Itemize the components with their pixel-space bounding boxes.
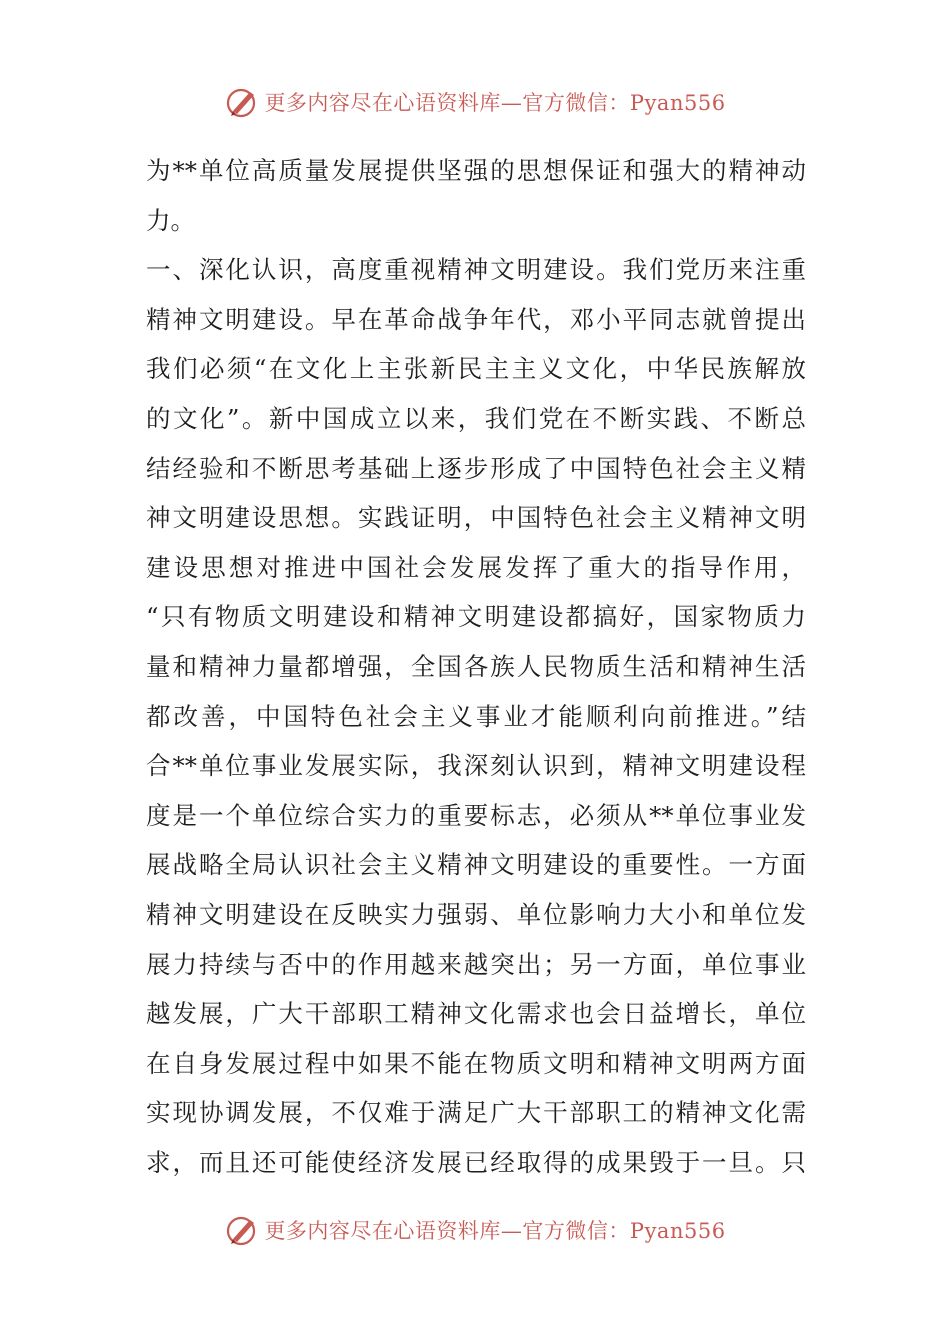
pen-circle-logo-icon [224,1212,260,1248]
text-line: “只有物质文明建设和精神文明建设都搞好，国家物质力 [146,602,806,632]
text-line: 展战略全局认识社会主义精神文明建设的重要性。一方面 [146,850,806,880]
text-line: 求，而且还可能使经济发展已经取得的成果毁于一旦。只 [146,1147,806,1177]
footer-banner-text: 更多内容尽在心语资料库—官方微信：Pyan556 [264,1219,726,1243]
text-line: 度是一个单位综合实力的重要标志，必须从**单位事业发 [146,800,806,830]
text-line: 力。 [146,205,195,235]
text-line: 合**单位事业发展实际，我深刻认识到，精神文明建设程 [146,751,806,781]
text-line: 展力持续与否中的作用越来越突出；另一方面，单位事业 [146,949,806,979]
text-line: 神文明建设思想。实践证明，中国特色社会主义精神文明 [146,503,806,533]
text-line: 的文化”。新中国成立以来，我们党在不断实践、不断总 [146,403,806,433]
pen-circle-logo-icon [224,84,260,120]
text-line: 一、深化认识，高度重视精神文明建设。我们党历来注重 [146,255,806,285]
text-line: 为**单位高质量发展提供坚强的思想保证和强大的精神动 [146,156,806,185]
text-line: 实现协调发展，不仅难于满足广大干部职工的精神文化需 [146,1098,806,1128]
text-line: 精神文明建设。早在革命战争年代，邓小平同志就曾提出 [146,304,806,334]
text-line: 量和精神力量都增强，全国各族人民物质生活和精神生活 [146,651,806,681]
text-line: 在自身发展过程中如果不能在物质文明和精神文明两方面 [146,1048,806,1078]
document-body [146,146,806,1187]
footer-banner [0,1210,950,1250]
text-line: 结经验和不断思考基础上逐步形成了中国特色社会主义精 [146,453,806,483]
text-line: 建设思想对推进中国社会发展发挥了重大的指导作用， [146,552,806,582]
text-line: 越发展，广大干部职工精神文化需求也会日益增长，单位 [146,999,806,1029]
header-banner-text: 更多内容尽在心语资料库—官方微信：Pyan556 [264,91,726,115]
text-line: 我们必须“在文化上主张新民主主义文化，中华民族解放 [146,354,806,384]
header-banner [0,82,950,122]
text-line: 都改善，中国特色社会主义事业才能顺利向前推进。”结 [146,701,806,731]
text-line: 精神文明建设在反映实力强弱、单位影响力大小和单位发 [146,899,806,929]
